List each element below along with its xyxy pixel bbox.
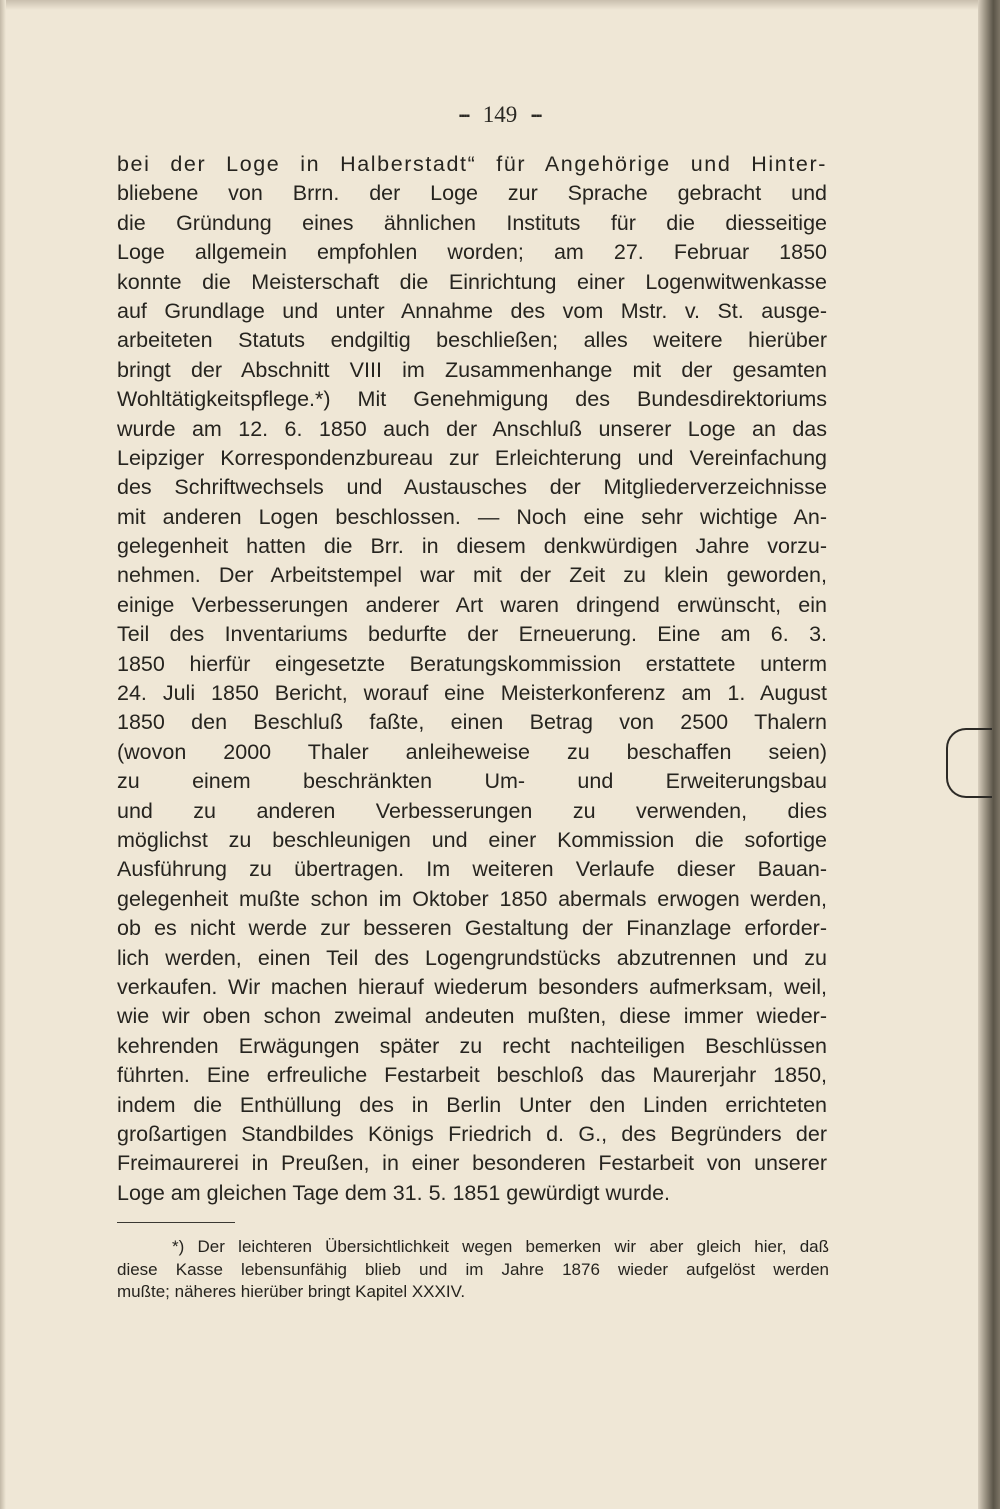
footnote-separator (117, 1222, 235, 1223)
text-line: und zu anderen Verbesserungen zu verwenden, dies (117, 798, 827, 823)
text-line: einige Verbesserungen anderer Art waren dringend erwünscht, ein (117, 592, 827, 617)
text-line: Leipziger Korrespondenzbureau zur Erleichterung und Vereinfachung (117, 445, 827, 470)
text-line: 24. Juli 1850 Bericht, worauf eine Meisterkonferenz am 1. August (117, 681, 827, 706)
text-line: bei der Loge in Halberstadt“ für Angehörige und Hinter- (117, 152, 827, 176)
footnote (117, 1236, 829, 1304)
text-line: wurde am 12. 6. 1850 auch der Anschluß unserer Loge an das (117, 416, 827, 441)
text-line: verkaufen. Wir machen hierauf wiederum besonders aufmerksam, weil, (117, 974, 827, 999)
text-line: des Schriftwechsels und Austausches der Mitgliederverzeichnisse (117, 475, 827, 500)
text-line: konnte die Meisterschaft die Einrichtung einer Logenwitwenkasse (117, 269, 827, 294)
page-left-edge (0, 0, 6, 1509)
text-line: (wovon 2000 Thaler anleiheweise zu beschaffen seien) (117, 739, 827, 764)
text-line: 1850 hierfür eingesetzte Beratungskommission erstattete unterm (117, 651, 827, 676)
text-line: Wohltätigkeitspflege.*) Mit Genehmigung des Bundesdirektoriums (117, 387, 827, 412)
header-ornament-left: ▪▪▪▪ (458, 111, 469, 123)
footnote-line: diese Kasse lebensunfähig blieb und im Jahre 1876 wieder aufgelöst werden (117, 1259, 829, 1279)
text-line: mit anderen Logen beschlossen. — Noch eine sehr wichtige An- (117, 504, 827, 529)
text-line: kehrenden Erwägungen später zu recht nachteiligen Beschlüssen (117, 1033, 827, 1058)
text-line: Freimaurerei in Preußen, in einer besonderen Festarbeit von unserer (117, 1151, 827, 1176)
page-header (0, 102, 1000, 128)
text-line: Loge allgemein empfohlen worden; am 27. Februar 1850 (117, 240, 827, 265)
text-line: indem die Enthüllung des in Berlin Unter den Linden errichteten (117, 1092, 827, 1117)
main-text (117, 150, 827, 1208)
text-line: die Gründung eines ähnlichen Instituts für die diesseitige (117, 210, 827, 235)
text-line: möglichst zu beschleunigen und einer Kommission die sofortige (117, 827, 827, 852)
text-line: lich werden, einen Teil des Logengrundstücks abzutrennen und zu (117, 945, 827, 970)
text-line: gelegenheit mußte schon im Oktober 1850 abermals erwogen werden, (117, 886, 827, 911)
page-top-edge (0, 0, 1000, 10)
text-line: großartigen Standbildes Königs Friedrich d. G., des Begründers der (117, 1121, 827, 1146)
text-line: führten. Eine erfreuliche Festarbeit beschloß das Maurerjahr 1850, (117, 1063, 827, 1088)
text-line: nehmen. Der Arbeitstempel war mit der Zeit zu klein geworden, (117, 563, 827, 588)
text-line: ob es nicht werde zur besseren Gestaltung der Finanzlage erforder- (117, 916, 827, 941)
text-line: zu einem beschränkten Um- und Erweiterungsbau (117, 769, 827, 794)
text-line: wie wir oben schon zweimal andeuten mußten, diese immer wieder- (117, 1004, 827, 1029)
text-line: gelegenheit hatten die Brr. in diesem denkwürdigen Jahre vorzu- (117, 534, 827, 559)
footnote-line: mußte; näheres hierüber bringt Kapitel XXXIV. (117, 1282, 466, 1301)
text-line: Teil des Inventariums bedurfte der Erneuerung. Eine am 6. 3. (117, 622, 827, 647)
text-line: arbeiteten Statuts endgiltig beschließen; alles weitere hierüber (117, 328, 827, 353)
header-ornament-right: ▪▪▪▪ (531, 111, 542, 123)
text-line: auf Grundlage und unter Annahme des vom Mstr. v. St. ausge- (117, 298, 827, 323)
page-clip-mark (946, 728, 992, 798)
text-line: 1850 den Beschluß faßte, einen Betrag von 2500 Thalern (117, 710, 827, 735)
page-number: 149 (482, 102, 518, 127)
text-line: bringt der Abschnitt VIII im Zusammenhange mit der gesamten (117, 357, 827, 382)
text-line: Loge am gleichen Tage dem 31. 5. 1851 gewürdigt wurde. (117, 1180, 671, 1205)
text-line: Ausführung zu übertragen. Im weiteren Verlaufe dieser Bauan- (117, 857, 827, 882)
text-line: bliebene von Brrn. der Loge zur Sprache gebracht und (117, 181, 827, 206)
footnote-line: *) Der leichteren Übersichtlichkeit wegen bemerken wir aber gleich hier, daß (172, 1237, 829, 1256)
